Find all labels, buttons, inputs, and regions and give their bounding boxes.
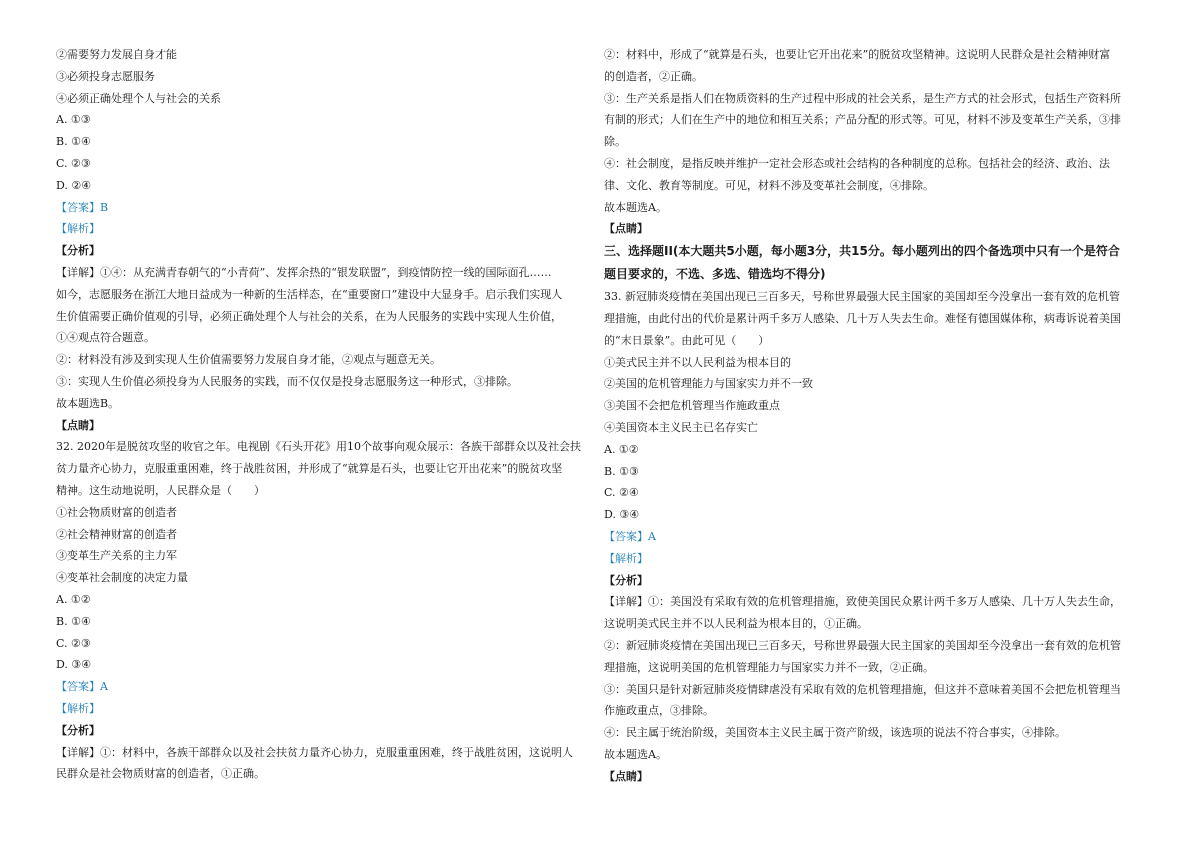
text-line: C. ②③: [56, 156, 91, 170]
text-line: 的创造者，②正确。: [604, 69, 703, 83]
text-line: A. ①②: [604, 442, 639, 456]
answer-tag: 【答案】A: [604, 529, 656, 543]
text-line: ②：材料中，形成了“就算是石头，也要让它开出花来”的脱贫攻坚精神。这说明人民群众是社会精神财富: [604, 48, 1111, 61]
answer-tag: 【答案】A: [56, 680, 108, 694]
text-line: ②社会精神财富的创造者: [56, 527, 177, 541]
text-line: 的“末日景象”。由此可见（ ）: [604, 333, 770, 347]
text-line: 作施政重点，③排除。: [604, 704, 714, 718]
text-line: 33. 新冠肺炎疫情在美国出现已三百多天，号称世界最强大民主国家的美国却至今没拿出一套有效的危机管: [604, 290, 1120, 304]
text-line: ③美国不会把危机管理当作施政重点: [604, 399, 780, 413]
text-line: ④变革社会制度的决定力量: [56, 571, 188, 585]
text-line: ③：实现人生价值必须投身为人民服务的实践，而不仅仅是投身志愿服务这一种形式，③排除。: [56, 374, 518, 388]
text-line: D. ③④: [56, 658, 92, 672]
text-line: ②美国的危机管理能力与国家实力并不一致: [604, 377, 813, 391]
answer-tag: 【答案】B: [56, 200, 109, 214]
text-line: ①社会物质财富的创造者: [56, 505, 177, 519]
text-line: 如今，志愿服务在浙江大地日益成为一种新的生活样态，在“重要窗口”建设中大显身手。启示我们实现人: [56, 287, 563, 301]
section-tag: 【点睛】: [604, 769, 648, 783]
text-line: 生价值需要正确价值观的引导，必须正确处理个人与社会的关系，在为人民服务的实践中实现人生价值，: [56, 309, 562, 323]
text-line: 理措施，这说明美国的危机管理能力与国家实力并不一致，②正确。: [604, 660, 934, 674]
text-line: C. ②③: [56, 636, 91, 650]
text-line: 精神。这生动地说明，人民群众是（ ）: [56, 483, 265, 497]
answer-tag: 【解析】: [56, 701, 100, 715]
text-line: ①美式民主并不以人民利益为根本目的: [604, 355, 791, 369]
text-line: ①④观点符合题意。: [56, 331, 155, 345]
right-column: [604, 44, 1124, 788]
text-line: ③必须投身志愿服务: [56, 69, 155, 83]
text-line: 【详解】①：材料中，各族干部群众以及社会扶贫力量齐心协力，克服重重困难，终于战胜贫困，这说明人: [56, 745, 573, 759]
text-line: A. ①②: [56, 592, 91, 606]
text-line: ②：新冠肺炎疫情在美国出现已三百多天，号称世界最强大民主国家的美国却至今没拿出一套有效的危机管: [604, 638, 1121, 652]
text-line: 32. 2020年是脱贫攻坚的收官之年。电视剧《石头开花》用10个故事向观众展示：各族干部群众以及社会扶: [56, 440, 581, 454]
text-line: C. ②④: [604, 486, 639, 500]
text-line: 【详解】①：美国没有采取有效的危机管理措施，致使美国民众累计两千多万人感染、几十万人失去生命，: [604, 595, 1121, 609]
text-line: 这说明美式民主并不以人民利益为根本目的，①正确。: [604, 617, 868, 631]
text-line: 理措施，由此付出的代价是累计两千多万人感染、几十万人失去生命。难怪有德国媒体称，病毒诉说着美国: [604, 311, 1121, 325]
text-line: ④必须正确处理个人与社会的关系: [56, 91, 221, 105]
text-line: ④：社会制度，是指反映并维护一定社会形态或社会结构的各种制度的总称。包括社会的经济、政治、法: [604, 156, 1110, 170]
text-line: 贫力量齐心协力，克服重重困难，终于战胜贫困，并形成了“就算是石头，也要让它开出花来”的脱贫攻坚: [56, 462, 563, 476]
section-tag: 【分析】: [56, 723, 100, 737]
text-line: 有制的形式；人们在生产中的地位和相互关系；产品分配的形式等。可见，材料不涉及变革生产关系，③排: [604, 113, 1121, 127]
section-heading: 题目要求的，不选、多选、错选均不得分): [604, 267, 826, 282]
text-line: B. ①④: [56, 614, 91, 628]
text-line: B. ①③: [604, 464, 639, 478]
text-line: 除。: [604, 135, 626, 149]
text-line: 故本题选B。: [56, 396, 120, 410]
text-line: D. ③④: [604, 508, 640, 522]
text-line: A. ①③: [56, 113, 91, 127]
section-tag: 【点睛】: [56, 418, 100, 432]
text-line: 故本题选A。: [604, 200, 667, 214]
text-line: ③：生产关系是指人们在物质资料的生产过程中形成的社会关系，是生产方式的社会形式，包括生产资料所: [604, 91, 1121, 105]
text-line: 民群众是社会物质财富的创造者，①正确。: [56, 767, 265, 781]
section-heading: 三、选择题II(本大题共5小题，每小题3分，共15分。每小题列出的四个备选项中只有一个是符合: [604, 244, 1120, 259]
text-line: ④美国资本主义民主已名存实亡: [604, 420, 758, 434]
text-line: D. ②④: [56, 178, 92, 192]
text-line: ②：材料没有涉及到实现人生价值需要努力发展自身才能，②观点与题意无关。: [56, 353, 441, 367]
text-line: B. ①④: [56, 135, 91, 149]
section-tag: 【分析】: [56, 244, 100, 258]
answer-tag: 【解析】: [56, 222, 100, 236]
text-line: ③变革生产关系的主力军: [56, 549, 177, 563]
text-line: 故本题选A。: [604, 747, 667, 761]
left-column: [56, 44, 581, 785]
section-tag: 【点睛】: [604, 222, 648, 236]
section-tag: 【分析】: [604, 573, 648, 587]
text-line: ③：美国只是针对新冠肺炎疫情肆虐没有采取有效的危机管理措施，但这并不意味着美国不会把危机管理当: [604, 682, 1121, 696]
text-line: 【详解】①④：从充满青春朝气的“小青荷”、发挥余热的“银发联盟”，到疫情防控一线的国际面孔……: [56, 265, 552, 279]
answer-tag: 【解析】: [604, 551, 648, 565]
text-line: ④：民主属于统治阶级，美国资本主义民主属于资产阶级，该选项的说法不符合事实，④排除。: [604, 726, 1066, 740]
text-line: ②需要努力发展自身才能: [56, 48, 177, 61]
text-line: 律、文化、教育等制度。可见，材料不涉及变革社会制度，④排除。: [604, 178, 934, 192]
